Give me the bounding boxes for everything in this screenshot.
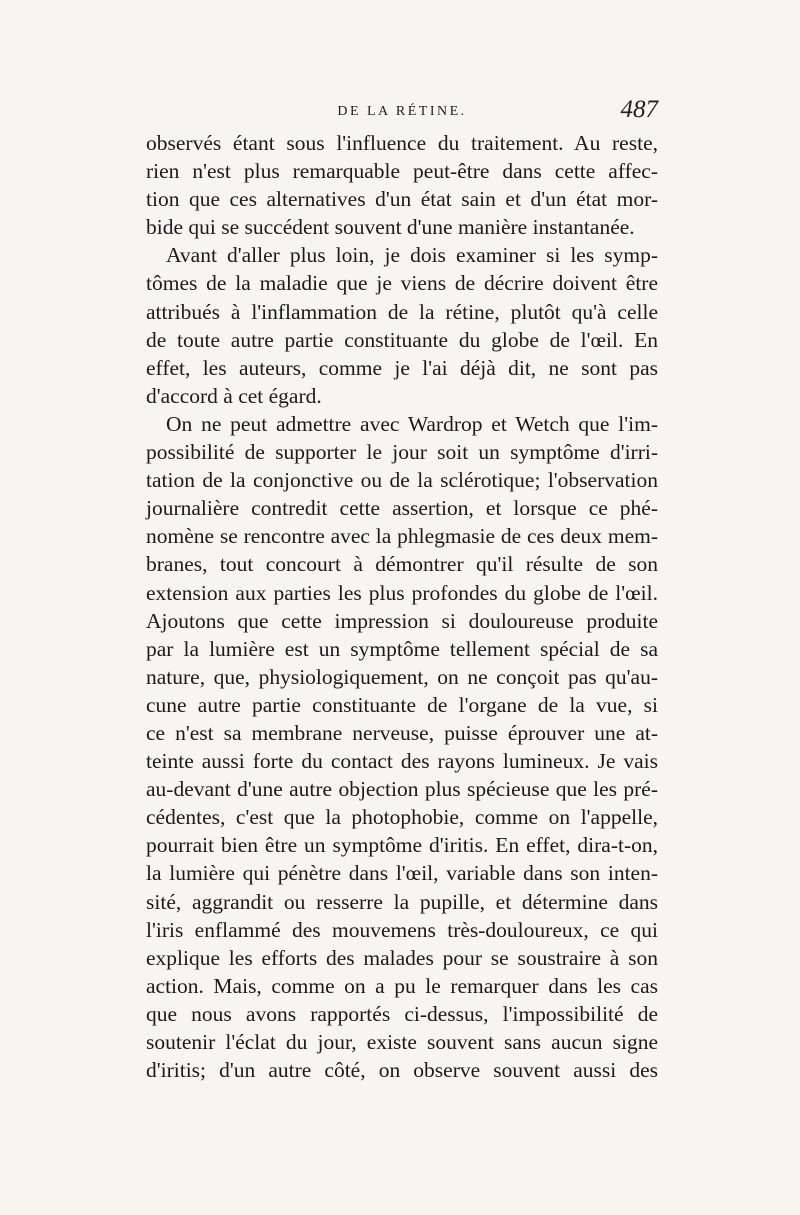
running-title: DE LA RÉTINE. <box>337 104 467 119</box>
text-line: nomène se rencontre avec la phlegmasie de ces deux mem- <box>146 524 658 549</box>
text-line: par la lumière est un symptôme tellement spécial de sa <box>146 636 658 661</box>
text-line: d'accord à cet égard. <box>146 383 322 408</box>
text-line: Avant d'aller plus loin, je dois examiner si les symp- <box>166 243 658 268</box>
text-line: observés étant sous l'influence du traitement. Au reste, <box>146 131 658 155</box>
text-line: tion que ces alternatives d'un état sain et d'un état mor- <box>146 187 658 212</box>
text-line: attribués à l'inflammation de la rétine, plutôt qu'à celle <box>146 299 658 324</box>
paragraph-1 <box>146 129 658 241</box>
text-line: nature, que, physiologiquement, on ne conçoit pas qu'au- <box>146 664 658 689</box>
text-line: action. Mais, comme on a pu le remarquer dans les cas <box>146 973 658 998</box>
text-line: de toute autre partie constituante du globe de l'œil. En <box>146 327 658 352</box>
text-line: teinte aussi forte du contact des rayons lumineux. Je vais <box>146 749 658 774</box>
text-line: explique les efforts des malades pour se soustraire à son <box>146 945 658 970</box>
text-line: ce n'est sa membrane nerveuse, puisse éprouver une at- <box>146 720 658 745</box>
body-text <box>146 129 658 1084</box>
text-line: tation de la conjonctive ou de la sclérotique; l'observation <box>146 468 658 493</box>
text-line: d'iritis; d'un autre côté, on observe souvent aussi des <box>146 1058 658 1083</box>
text-line: soutenir l'éclat du jour, existe souvent sans aucun signe <box>146 1030 658 1054</box>
text-line: On ne peut admettre avec Wardrop et Wetch que l'im- <box>166 411 658 436</box>
text-line: sité, aggrandit ou resserre la pupille, et détermine dans <box>146 889 658 914</box>
paragraph-3 <box>146 410 658 1084</box>
text-line: cédentes, c'est que la photophobie, comme on l'appelle, <box>146 805 658 830</box>
text-line: au-devant d'une autre objection plus spécieuse que les pré- <box>146 777 658 802</box>
text-line: branes, tout concourt à démontrer qu'il résulte de son <box>146 552 658 577</box>
text-line: journalière contredit cette assertion, et lorsque ce phé- <box>146 496 658 521</box>
paragraph-2 <box>146 241 658 410</box>
text-line: l'iris enflammé des mouvemens très-douloureux, ce qui <box>146 917 658 942</box>
text-line: bide qui se succédent souvent d'une manière instantanée. <box>146 215 635 240</box>
page-number: 487 <box>620 96 658 123</box>
text-line: pourrait bien être un symptôme d'iritis. En effet, dira-t-on, <box>146 833 658 858</box>
text-line: extension aux parties les plus profondes du globe de l'œil. <box>146 580 658 605</box>
text-line: Ajoutons que cette impression si douloureuse produite <box>146 608 658 633</box>
text-line: que nous avons rapportés ci-dessus, l'impossibilité de <box>146 1001 658 1026</box>
text-line: effet, les auteurs, comme je l'ai déjà dit, ne sont pas <box>146 355 658 380</box>
text-line: possibilité de supporter le jour soit un symptôme d'irri- <box>146 440 658 465</box>
text-line: cune autre partie constituante de l'organe de la vue, si <box>146 692 658 717</box>
text-line: tômes de la maladie que je viens de décrire doivent être <box>146 271 658 296</box>
text-line: rien n'est plus remarquable peut-être dans cette affec- <box>146 159 658 184</box>
text-line: la lumière qui pénètre dans l'œil, variable dans son inten- <box>146 861 658 886</box>
